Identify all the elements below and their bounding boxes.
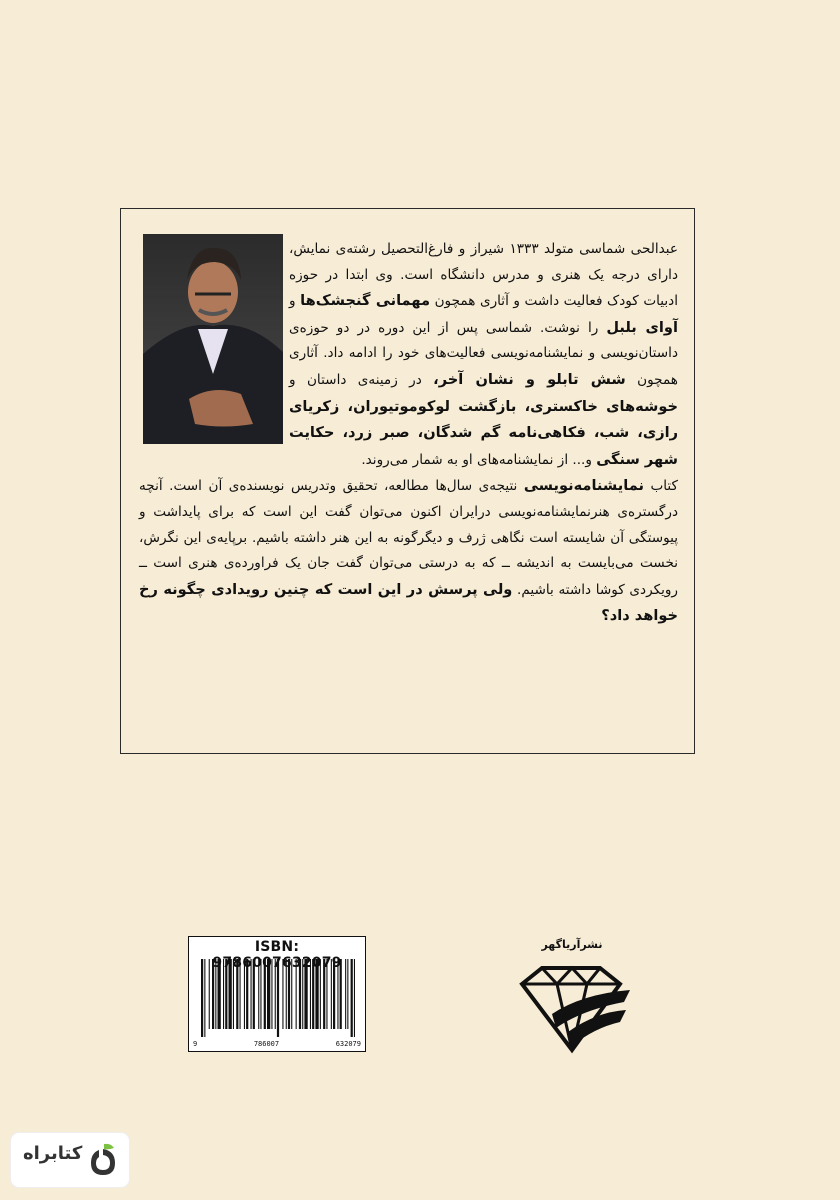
ketabrah-logo-icon — [87, 1143, 119, 1177]
publisher-name: نشرآریاگهر — [541, 938, 603, 951]
barcode-icon — [199, 959, 357, 1037]
isbn-digits: 9 786007 632079 — [193, 1040, 361, 1048]
author-bio-box — [120, 208, 695, 754]
watermark-badge — [11, 1133, 129, 1187]
bio-paragraph-1: عبدالحی شماسی متولد ۱۳۳۳ شیراز و فارغ‌التحصیل رشته‌ی نمایش، دارای درجه یک هنری و مدرس دانشگاه است. وی ابتدا در حوزه ادبیات کودک فعالیت داشت و آثاری همچون مهمانی گنجشک‌ها و آوای بلبل را نوشت. شماسی پس از این دوره در دو حوزه‌ی داستان‌نویسی و نمایشنامه‌نویسی فعالیت‌های خود را ادامه داد. آثاری همچون شش تابلو و نشان آخر، در زمینه‌ی داستان و خوشه‌های خاکستری، بازگشت لوکوموتیوران، زکریای رازی، شب، فکاهی‌نامه گم شدگان، صبر زرد، حکایت شهر سنگی و... از نمایشنامه‌های او به شمار می‌روند. — [289, 241, 679, 468]
isbn-barcode-box — [188, 936, 366, 1052]
isbn-label: ISBN: — [254, 939, 300, 955]
bio-text — [139, 237, 678, 630]
watermark-text: کتابراه — [23, 1143, 83, 1164]
bio-paragraph-2: کتاب نمایشنامه‌نویسی نتیجه‌ی سال‌ها مطالعه، تحقیق وتدریس نویسنده‌ی آن است. آنچه درگستره‌ی هنرنمایشنامه‌نویسی درایران اکنون می‌توان گفت این است که برای پایداشت و پیوستگی آن شایسته است نگاهی ژرف و دیگرگونه به این هنر داشته باشیم. برپایه‌ی این نگرش، نخست می‌بایست به اندیشه ــ که به درستی می‌توان گفت جان یک فراورده‌ی هنری است ــ رویکردی کوشا داشته باشیم. ولی پرسش در این است که چنین رویدادی چگونه رخ خواهد داد؟ — [139, 477, 678, 625]
publisher-logo — [512, 938, 632, 1058]
diamond-icon — [512, 954, 632, 1054]
